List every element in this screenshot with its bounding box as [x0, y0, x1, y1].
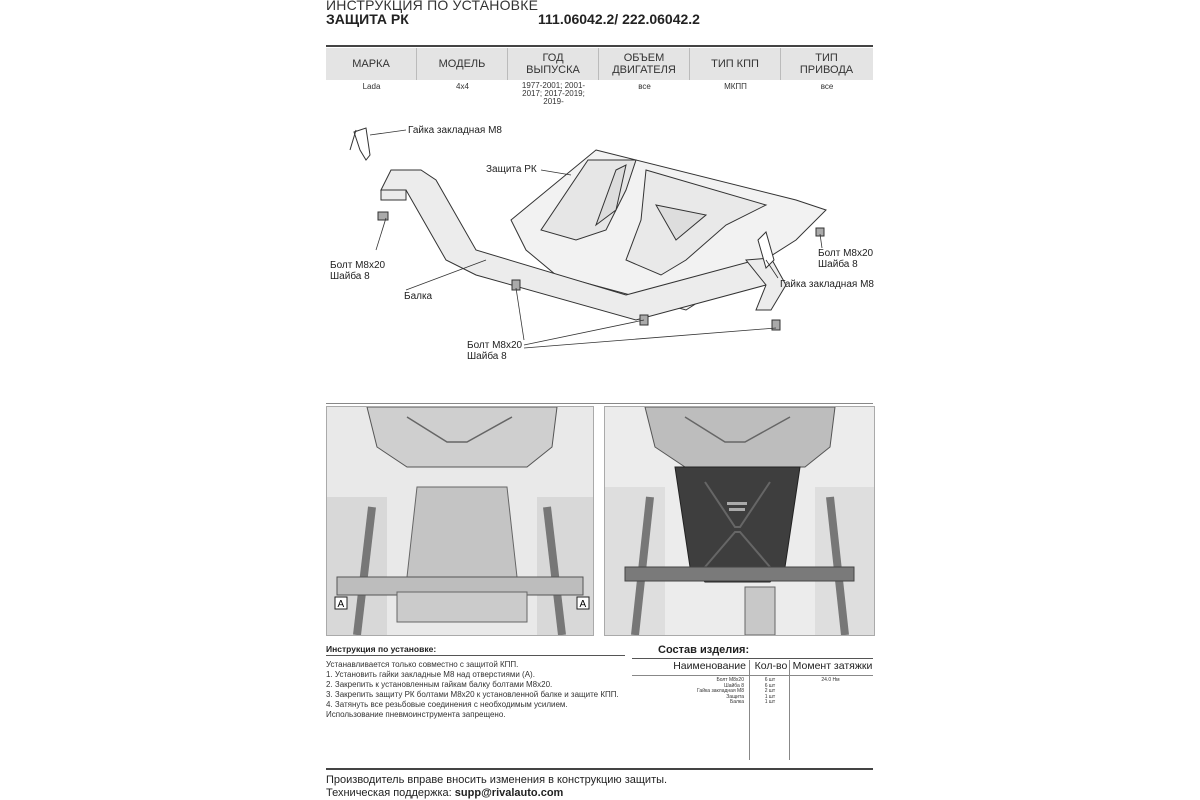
photo-before-drawing [327, 407, 593, 635]
table-row: Балка 1 шт [729, 699, 776, 705]
doc-number: 111.06042.2/ 222.06042.2 [538, 11, 700, 27]
label-washer-bottom: Шайба 8 [467, 351, 507, 362]
col-gearbox: ТИП КПП [711, 58, 759, 70]
cell-year: 1977-2001; 2001-2017; 2017-2019; 2019- [521, 81, 586, 106]
instruction-line-4: 4. Затянуть все резьбовые соединения с необходимым усилием. [326, 700, 568, 709]
marker-a-left [335, 597, 347, 610]
table-row: Защита 1 шт [726, 693, 776, 700]
parts-col-name: Наименование [673, 660, 746, 672]
cell-gearbox: МКПП [724, 82, 747, 91]
label-bolt-right: Болт М8х20 [818, 248, 874, 259]
label-nut-top: Гайка закладная М8 [408, 125, 502, 136]
label-bolt-left: Болт М8х20 [330, 260, 386, 271]
instruction-line-5: Использование пневмоинструмента запрещено. [326, 710, 506, 719]
label-guard: Защита РК [486, 164, 537, 175]
support-label: Техническая поддержка: [326, 787, 452, 799]
svg-text:A: A [579, 599, 587, 610]
label-washer-right: Шайба 8 [818, 259, 858, 270]
svg-text:A: A [337, 599, 345, 610]
cell-make: Lada [362, 82, 381, 91]
parts-col-torque: Момент затяжки [792, 660, 873, 672]
photo-before-install [326, 406, 594, 636]
parts-col-qty: Кол-во [754, 660, 788, 672]
col-make: МАРКА [352, 58, 390, 70]
footer-disclaimer: Производитель вправе вносить изменения в конструкцию защиты. [326, 774, 668, 786]
header-rule [326, 45, 873, 47]
footer-support [326, 787, 563, 799]
compat-table-header [326, 48, 873, 80]
instruction-line-3: 3. Закрепить защиту РК болтами М8х20 к установленной балке и защите КПП. [326, 690, 619, 699]
parts-table-body [632, 677, 873, 705]
compat-table-row [326, 80, 873, 106]
table-row: Шайба 8 6 шт [724, 682, 776, 689]
support-email[interactable]: supp@rivalauto.com [454, 787, 564, 799]
col-engine: ОБЪЕМ ДВИГАТЕЛЯ [612, 52, 676, 76]
instructions-title: Инструкция по установке: [326, 644, 437, 654]
section-rule [326, 403, 873, 404]
cell-model: 4x4 [456, 82, 469, 91]
instruction-line-1: 1. Установить гайки закладные М8 над отверстиями (А). [326, 670, 535, 679]
cell-drive: все [820, 82, 834, 91]
label-bolt-bottom: Болт М8х20 [467, 340, 523, 351]
parts-title: Состав изделия: [658, 644, 750, 656]
nut-top-drawing [350, 128, 370, 160]
doc-title-line1: ИНСТРУКЦИЯ ПО УСТАНОВКЕ [326, 0, 539, 13]
instruction-line-0: Устанавливается только совместно с защитой КПП. [326, 660, 519, 669]
assembly-drawing [326, 110, 886, 400]
cell-engine: все [638, 82, 651, 91]
label-beam: Балка [404, 291, 433, 302]
photo-after-drawing [605, 407, 874, 635]
assembly-diagram [326, 110, 886, 400]
doc-title-line2: ЗАЩИТА РК [326, 11, 409, 27]
photo-after-install [604, 406, 875, 636]
col-year: ГОД ВЫПУСКА [526, 52, 580, 76]
marker-a-right [577, 597, 589, 610]
label-nut-right: Гайка закладная М8 [780, 279, 874, 290]
col-model: МОДЕЛЬ [438, 58, 486, 70]
parts-table-header [632, 660, 873, 674]
label-washer-left: Шайба 8 [330, 271, 370, 282]
footer-rule [326, 768, 873, 770]
col-drive: ТИП ПРИВОДА [799, 52, 854, 76]
table-row: Гайка закладная М8 2 шт [697, 688, 776, 694]
instruction-line-2: 2. Закрепить к установленным гайкам балку болтами М8х20. [326, 680, 553, 689]
table-row: Болт М8х20 6 шт 24.0 Нм [716, 677, 840, 683]
